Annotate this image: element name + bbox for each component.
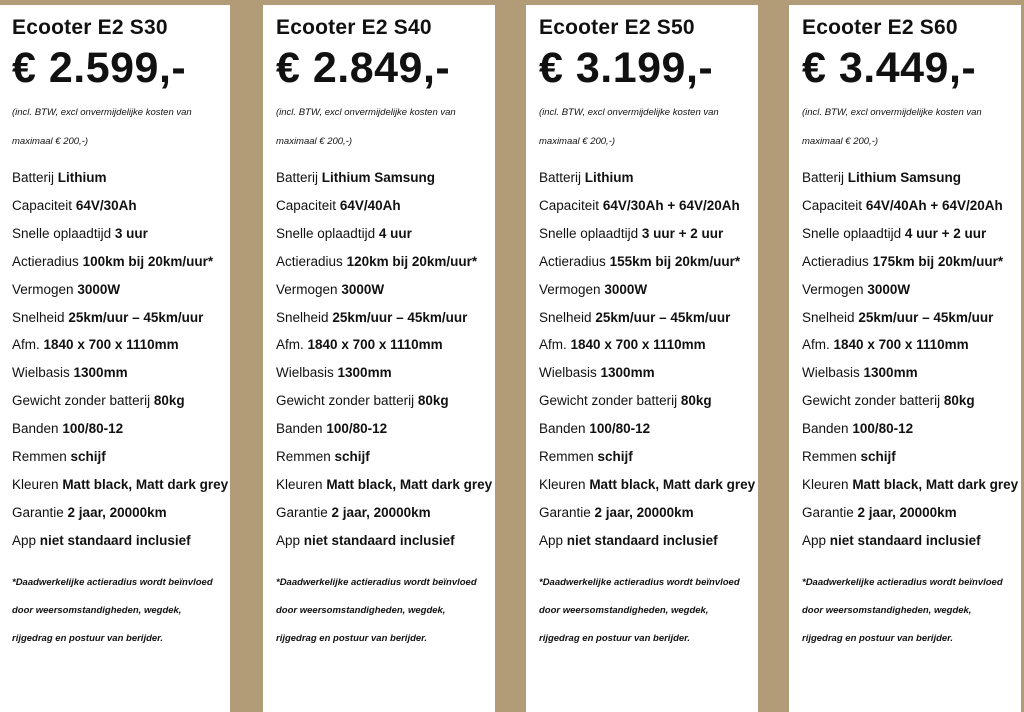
spec-afm bbox=[276, 331, 495, 359]
spec-value: 64V/40Ah bbox=[339, 197, 401, 213]
spec-value: niet standaard inclusief bbox=[39, 532, 191, 548]
spec-value: 2 jaar, 20000km bbox=[67, 504, 167, 520]
product-price: € 2.599,- bbox=[12, 44, 187, 92]
spec-value: 25km/uur – 45km/uur bbox=[858, 309, 994, 325]
spec-label: Gewicht zonder batterij bbox=[539, 393, 678, 409]
spec-value: 2 jaar, 20000km bbox=[857, 504, 957, 520]
spec-garantie bbox=[802, 499, 1021, 527]
spec-label: Wielbasis bbox=[12, 365, 70, 381]
spec-batterij bbox=[539, 164, 758, 192]
product-price: € 3.449,- bbox=[802, 44, 977, 92]
spec-value: 100km bij 20km/uur* bbox=[82, 253, 214, 269]
spec-label: Kleuren bbox=[12, 476, 59, 492]
spec-value: 100/80-12 bbox=[852, 421, 914, 437]
spec-label: Vermogen bbox=[802, 281, 864, 297]
product-title: Ecooter E2 S60 bbox=[802, 16, 958, 39]
spec-list bbox=[12, 164, 230, 555]
spec-label: Vermogen bbox=[276, 281, 338, 297]
spec-value: 3 uur + 2 uur bbox=[641, 225, 724, 241]
spec-value: 1840 x 700 x 1110mm bbox=[833, 337, 969, 353]
spec-kleuren bbox=[539, 471, 758, 499]
product-card-s60 bbox=[789, 5, 1021, 712]
spec-kleuren bbox=[802, 471, 1021, 499]
spec-oplaadtijd bbox=[802, 220, 1021, 248]
spec-label: App bbox=[539, 532, 564, 548]
spec-app bbox=[276, 527, 495, 555]
range-footnote: *Daadwerkelijke actieradius wordt beïnvloed door weersomstandigheden, wegdek, rijgedrag en postuur van berijder. bbox=[539, 576, 740, 644]
spec-label: Banden bbox=[276, 421, 323, 437]
spec-label: Capaciteit bbox=[276, 197, 337, 213]
spec-value: 25km/uur – 45km/uur bbox=[68, 309, 204, 325]
spec-label: Kleuren bbox=[802, 476, 849, 492]
spec-value: 1840 x 700 x 1110mm bbox=[43, 337, 179, 353]
spec-list bbox=[276, 164, 495, 555]
spec-label: Snelle oplaadtijd bbox=[802, 225, 902, 241]
spec-value: Matt black, Matt dark grey bbox=[589, 476, 756, 492]
spec-value: 80kg bbox=[153, 393, 185, 409]
spec-label: Banden bbox=[12, 421, 59, 437]
spec-label: Garantie bbox=[539, 504, 591, 520]
spec-label: Snelheid bbox=[539, 309, 592, 325]
product-card-s30 bbox=[0, 5, 230, 712]
spec-value: 3000W bbox=[867, 281, 911, 297]
spec-banden bbox=[12, 415, 230, 443]
spec-value: 155km bij 20km/uur* bbox=[609, 253, 741, 269]
spec-value: 100/80-12 bbox=[62, 421, 124, 437]
spec-snelheid bbox=[276, 304, 495, 332]
spec-garantie bbox=[12, 499, 230, 527]
spec-value: niet standaard inclusief bbox=[566, 532, 718, 548]
spec-wielbasis bbox=[539, 359, 758, 387]
spec-capaciteit bbox=[539, 192, 758, 220]
spec-value: 175km bij 20km/uur* bbox=[872, 253, 1004, 269]
spec-value: schijf bbox=[860, 449, 896, 465]
spec-label: Remmen bbox=[802, 449, 857, 465]
spec-label: Capaciteit bbox=[12, 197, 73, 213]
spec-remmen bbox=[539, 443, 758, 471]
spec-oplaadtijd bbox=[276, 220, 495, 248]
spec-actieradius bbox=[12, 248, 230, 276]
spec-wielbasis bbox=[802, 359, 1021, 387]
product-title: Ecooter E2 S30 bbox=[12, 16, 168, 39]
spec-kleuren bbox=[276, 471, 495, 499]
spec-value: 3000W bbox=[604, 281, 648, 297]
spec-actieradius bbox=[276, 248, 495, 276]
spec-label: Banden bbox=[539, 421, 586, 437]
spec-gewicht bbox=[539, 387, 758, 415]
spec-label: Garantie bbox=[276, 504, 328, 520]
spec-value: 4 uur bbox=[378, 225, 412, 241]
vat-note: (incl. BTW, excl onvermijdelijke kosten van maximaal € 200,-) bbox=[12, 107, 192, 147]
spec-list bbox=[539, 164, 758, 555]
spec-vermogen bbox=[12, 276, 230, 304]
product-card-s50 bbox=[526, 5, 758, 712]
spec-list bbox=[802, 164, 1021, 555]
spec-snelheid bbox=[12, 304, 230, 332]
vat-note: (incl. BTW, excl onvermijdelijke kosten van maximaal € 200,-) bbox=[539, 107, 719, 147]
spec-value: 1840 x 700 x 1110mm bbox=[307, 337, 443, 353]
spec-banden bbox=[539, 415, 758, 443]
spec-oplaadtijd bbox=[12, 220, 230, 248]
spec-label: Remmen bbox=[539, 449, 594, 465]
spec-label: Gewicht zonder batterij bbox=[802, 393, 941, 409]
spec-value: 1300mm bbox=[863, 365, 918, 381]
spec-label: Snelle oplaadtijd bbox=[12, 225, 112, 241]
spec-label: Actieradius bbox=[276, 253, 343, 269]
spec-value: 80kg bbox=[417, 393, 449, 409]
spec-label: Batterij bbox=[539, 170, 582, 185]
spec-label: Actieradius bbox=[12, 253, 79, 269]
spec-vermogen bbox=[802, 276, 1021, 304]
spec-label: Banden bbox=[802, 421, 849, 437]
spec-value: schijf bbox=[334, 449, 370, 465]
spec-value: 80kg bbox=[943, 393, 975, 409]
product-title: Ecooter E2 S40 bbox=[276, 16, 432, 39]
spec-label: App bbox=[12, 532, 37, 548]
spec-label: Gewicht zonder batterij bbox=[276, 393, 415, 409]
product-title: Ecooter E2 S50 bbox=[539, 16, 695, 39]
range-footnote: *Daadwerkelijke actieradius wordt beïnvloed door weersomstandigheden, wegdek, rijgedrag en postuur van berijder. bbox=[276, 576, 477, 644]
spec-value: 3 uur bbox=[114, 225, 148, 241]
spec-label: Vermogen bbox=[12, 281, 74, 297]
spec-label: Afm. bbox=[539, 337, 567, 353]
spec-label: Vermogen bbox=[539, 281, 601, 297]
spec-label: Garantie bbox=[802, 504, 854, 520]
spec-label: Wielbasis bbox=[802, 365, 860, 381]
spec-afm bbox=[539, 331, 758, 359]
spec-value: Lithium Samsung bbox=[321, 170, 436, 185]
spec-banden bbox=[276, 415, 495, 443]
spec-garantie bbox=[276, 499, 495, 527]
spec-value: 64V/30Ah bbox=[75, 197, 137, 213]
spec-value: 120km bij 20km/uur* bbox=[346, 253, 478, 269]
spec-label: Batterij bbox=[802, 170, 845, 185]
spec-value: Matt black, Matt dark grey bbox=[852, 476, 1019, 492]
spec-wielbasis bbox=[12, 359, 230, 387]
spec-afm bbox=[12, 331, 230, 359]
spec-gewicht bbox=[276, 387, 495, 415]
spec-gewicht bbox=[802, 387, 1021, 415]
vat-note: (incl. BTW, excl onvermijdelijke kosten van maximaal € 200,-) bbox=[802, 107, 982, 147]
spec-remmen bbox=[802, 443, 1021, 471]
spec-value: 1840 x 700 x 1110mm bbox=[570, 337, 706, 353]
spec-batterij bbox=[802, 164, 1021, 192]
spec-label: App bbox=[276, 532, 301, 548]
product-price: € 2.849,- bbox=[276, 44, 451, 92]
spec-label: Remmen bbox=[276, 449, 331, 465]
spec-actieradius bbox=[539, 248, 758, 276]
spec-app bbox=[539, 527, 758, 555]
spec-gewicht bbox=[12, 387, 230, 415]
spec-banden bbox=[802, 415, 1021, 443]
spec-label: Afm. bbox=[802, 337, 830, 353]
spec-label: Capaciteit bbox=[539, 197, 600, 213]
spec-value: 2 jaar, 20000km bbox=[331, 504, 431, 520]
spec-label: Capaciteit bbox=[802, 197, 863, 213]
spec-value: schijf bbox=[597, 449, 633, 465]
spec-remmen bbox=[12, 443, 230, 471]
spec-value: 64V/30Ah + 64V/20Ah bbox=[602, 197, 740, 213]
spec-value: schijf bbox=[70, 449, 106, 465]
spec-label: Garantie bbox=[12, 504, 64, 520]
spec-value: niet standaard inclusief bbox=[829, 532, 981, 548]
range-footnote: *Daadwerkelijke actieradius wordt beïnvloed door weersomstandigheden, wegdek, rijgedrag en postuur van berijder. bbox=[12, 576, 213, 644]
spec-snelheid bbox=[539, 304, 758, 332]
spec-value: 1300mm bbox=[337, 365, 392, 381]
spec-label: Actieradius bbox=[539, 253, 606, 269]
vat-note: (incl. BTW, excl onvermijdelijke kosten van maximaal € 200,-) bbox=[276, 107, 456, 147]
spec-label: Kleuren bbox=[276, 476, 323, 492]
spec-value: Lithium Samsung bbox=[847, 170, 962, 185]
spec-wielbasis bbox=[276, 359, 495, 387]
spec-app bbox=[802, 527, 1021, 555]
spec-value: 80kg bbox=[680, 393, 712, 409]
spec-capaciteit bbox=[802, 192, 1021, 220]
spec-app bbox=[12, 527, 230, 555]
spec-value: 25km/uur – 45km/uur bbox=[332, 309, 468, 325]
spec-afm bbox=[802, 331, 1021, 359]
product-price: € 3.199,- bbox=[539, 44, 714, 92]
spec-label: Snelle oplaadtijd bbox=[539, 225, 639, 241]
spec-value: 1300mm bbox=[73, 365, 128, 381]
spec-actieradius bbox=[802, 248, 1021, 276]
spec-capaciteit bbox=[276, 192, 495, 220]
spec-label: Kleuren bbox=[539, 476, 586, 492]
spec-value: Matt black, Matt dark grey bbox=[326, 476, 493, 492]
range-footnote: *Daadwerkelijke actieradius wordt beïnvloed door weersomstandigheden, wegdek, rijgedrag en postuur van berijder. bbox=[802, 576, 1003, 644]
spec-value: 3000W bbox=[77, 281, 121, 297]
spec-capaciteit bbox=[12, 192, 230, 220]
spec-batterij bbox=[276, 164, 495, 192]
spec-value: Lithium bbox=[57, 170, 107, 185]
spec-label: Afm. bbox=[12, 337, 40, 353]
spec-label: Gewicht zonder batterij bbox=[12, 393, 151, 409]
spec-label: Wielbasis bbox=[276, 365, 334, 381]
spec-label: Snelle oplaadtijd bbox=[276, 225, 376, 241]
spec-snelheid bbox=[802, 304, 1021, 332]
spec-batterij bbox=[12, 164, 230, 192]
spec-label: Afm. bbox=[276, 337, 304, 353]
spec-label: Remmen bbox=[12, 449, 67, 465]
spec-value: 100/80-12 bbox=[589, 421, 651, 437]
spec-vermogen bbox=[539, 276, 758, 304]
spec-label: Snelheid bbox=[276, 309, 329, 325]
spec-label: Snelheid bbox=[12, 309, 65, 325]
spec-value: 2 jaar, 20000km bbox=[594, 504, 694, 520]
spec-value: Lithium bbox=[584, 170, 634, 185]
spec-value: Matt black, Matt dark grey bbox=[62, 476, 229, 492]
spec-label: Batterij bbox=[12, 170, 55, 185]
spec-value: 100/80-12 bbox=[326, 421, 388, 437]
spec-label: App bbox=[802, 532, 827, 548]
spec-value: 4 uur + 2 uur bbox=[904, 225, 987, 241]
spec-label: Batterij bbox=[276, 170, 319, 185]
spec-value: niet standaard inclusief bbox=[303, 532, 455, 548]
spec-label: Wielbasis bbox=[539, 365, 597, 381]
spec-value: 1300mm bbox=[600, 365, 655, 381]
spec-label: Actieradius bbox=[802, 253, 869, 269]
spec-value: 25km/uur – 45km/uur bbox=[595, 309, 731, 325]
spec-remmen bbox=[276, 443, 495, 471]
spec-oplaadtijd bbox=[539, 220, 758, 248]
spec-kleuren bbox=[12, 471, 230, 499]
spec-value: 3000W bbox=[341, 281, 385, 297]
spec-value: 64V/40Ah + 64V/20Ah bbox=[865, 197, 1003, 213]
spec-label: Snelheid bbox=[802, 309, 855, 325]
spec-vermogen bbox=[276, 276, 495, 304]
spec-garantie bbox=[539, 499, 758, 527]
product-card-s40 bbox=[263, 5, 495, 712]
